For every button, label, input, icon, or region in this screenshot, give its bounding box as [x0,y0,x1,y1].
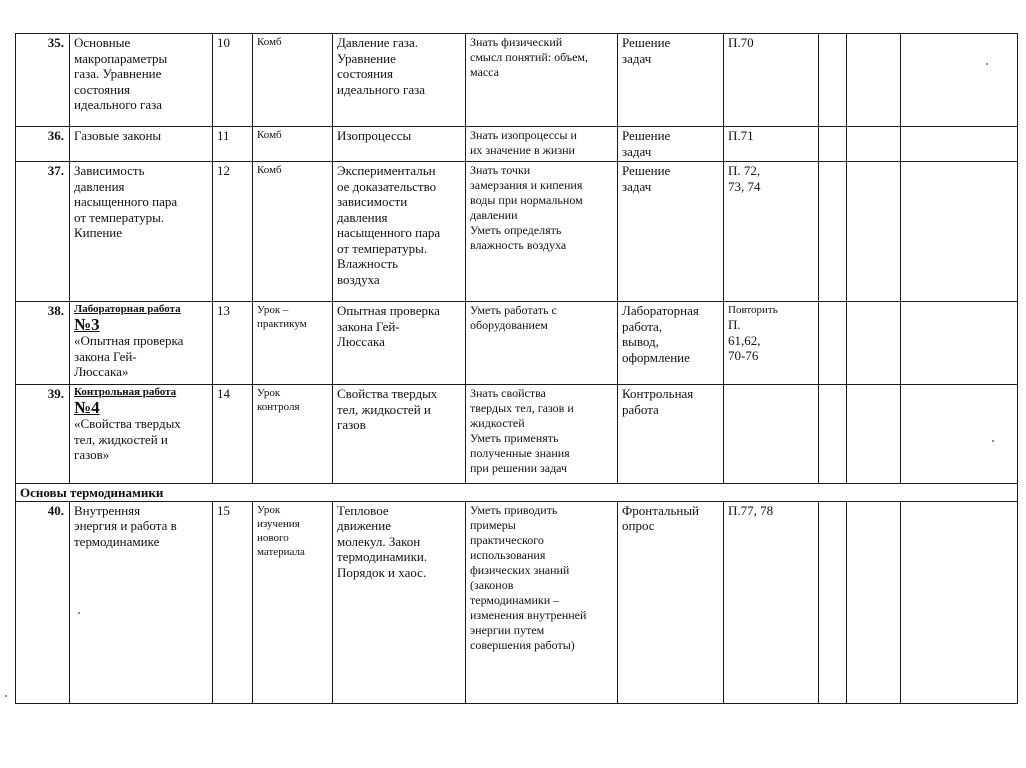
text-line: Основные [74,35,131,50]
text-line: термодинамики. [337,549,428,564]
text-line: газов» [74,447,110,462]
text-line: полученные знания [470,446,570,460]
text-line: Уравнение [337,50,396,66]
empty-cell [847,34,901,127]
text-line: энергии путем [470,622,545,637]
text-line: давления [74,178,125,194]
text-line: смысл понятий: объем, [470,50,589,64]
lesson-type-cell [253,34,333,127]
lesson-content [333,501,466,703]
text-line: вывод, [622,334,659,349]
text-line: Фронтальный [622,502,700,518]
text-line: П. [728,317,741,332]
scan-speck [992,440,994,442]
text-line: Опытная проверка [337,303,440,318]
text-line: при решении задач [470,461,568,475]
text-line: 61,62, [728,332,761,348]
text-line: опрос [622,518,655,533]
text-line: 70-76 [728,348,759,363]
scan-speck [78,612,80,614]
text-line: тел, жидкостей и [337,401,431,417]
text-line: Кипение [74,225,123,240]
text-line: Уметь применять [470,431,559,445]
lesson-type-cell [253,162,333,302]
text-line: Внутренняя [74,502,141,518]
requirements [466,127,618,162]
text-line: газа. Уравнение [74,66,162,81]
requirements [466,34,618,127]
lesson-number: 39. [16,385,70,484]
text-line: замерзания и кипения [470,178,583,192]
lesson-type-cell [253,302,333,385]
text-line: Свойства твердых [337,386,438,401]
text-line: Урок [257,387,281,399]
table-row [16,302,1018,385]
lesson-content [333,34,466,127]
text-line: их значение в жизни [470,143,575,157]
text-line: примеры [470,517,516,532]
text-line: Газовые законы [74,128,162,143]
empty-cell [819,302,847,385]
text-line: Знать свойства [470,386,546,400]
text-line: использования [470,547,546,562]
text-line: совершения работы) [470,637,575,652]
text-line: насыщенного пара [74,194,178,209]
work-number: №4 [74,398,100,417]
control-form [618,501,724,703]
text-line: зависимости [337,194,408,209]
lesson-type: Комб [257,129,282,141]
table-row [16,34,1018,127]
text-line: задач [622,50,652,66]
text-line: оформление [622,349,690,365]
lesson-topic [70,34,213,127]
lesson-topic [70,127,213,162]
homework-head: Повторить [728,304,778,316]
text-line: П.77, 78 [728,502,774,518]
homework [724,34,819,127]
lesson-topic [70,501,213,703]
empty-cell [901,162,1018,302]
lesson-number: 35. [16,34,70,127]
text-line: состояния [74,81,130,97]
text-line: Порядок и хаос. [337,564,427,580]
table-row [16,127,1018,162]
text-line: воздуха [337,271,380,287]
text-line: Давление газа. [337,35,419,50]
text-line: давлении [470,208,518,222]
text-line: контроля [257,401,300,413]
work-title: Лабораторная работа [74,303,181,315]
lesson-hour: 12 [213,162,253,302]
control-form [618,162,724,302]
empty-cell [847,162,901,302]
requirements [466,501,618,703]
text-line: П.70 [728,35,754,50]
lesson-type: Комб [257,164,282,176]
lesson-content [333,162,466,302]
text-line: идеального газа [74,97,163,112]
text-line: нового [257,531,289,544]
homework [724,302,819,385]
text-line: Лабораторная [622,303,699,318]
control-form [618,34,724,127]
text-line: Люссака» [74,364,129,379]
homework [724,501,819,703]
text-line: изменения внутренней [470,607,587,622]
text-line: масса [470,65,499,79]
text-line: Знать точки [470,163,531,177]
text-line: Экспериментальн [337,163,436,178]
text-line: Влажность [337,256,399,271]
homework [724,385,819,484]
text-line: физических знаний [470,562,570,577]
scan-speck [5,695,7,697]
lesson-plan-table [15,33,1018,704]
requirements [466,162,618,302]
text-line: состояния [337,66,393,81]
text-line: оборудованием [470,318,548,332]
control-form [618,302,724,385]
text-line: (законов [470,577,514,592]
text-line: Уметь приводить [470,502,558,517]
lesson-number: 40. [16,501,70,703]
text-line: тел, жидкостей и [74,431,168,447]
requirements [466,302,618,385]
text-line: твердых тел, газов и [470,401,574,415]
control-form [618,385,724,484]
section-title: Основы термодинамики [16,484,1018,502]
empty-cell [819,34,847,127]
text-line: насыщенного пара [337,225,441,240]
text-line: закона Гей- [74,348,137,364]
text-line: газов [337,417,366,432]
text-line: от температуры. [74,209,165,225]
control-form [618,127,724,162]
lesson-type: Комб [257,36,282,48]
text-line: Решение [622,128,671,143]
lesson-type-cell [253,385,333,484]
empty-cell [847,501,901,703]
text-line: Тепловое [337,502,389,518]
text-line: Решение [622,163,671,178]
text-line: задач [622,178,652,194]
text-line: практического [470,532,544,547]
text-line: давления [337,209,388,225]
text-line: закона Гей- [337,318,400,334]
text-line: макропараметры [74,50,168,66]
lesson-number: 36. [16,127,70,162]
text-line: практикум [257,318,307,330]
lesson-content [333,302,466,385]
empty-cell [847,127,901,162]
text-line: работа [622,401,659,417]
empty-cell [819,127,847,162]
text-line: от температуры. [337,240,428,256]
text-line: термодинамике [74,533,160,549]
text-line: идеального газа [337,81,426,97]
lesson-topic [70,385,213,484]
table-row [16,385,1018,484]
homework [724,127,819,162]
lesson-content [333,127,466,162]
text-line: влажность воздуха [470,238,567,252]
text-line: задач [622,143,652,159]
text-line: энергия и работа в [74,518,177,533]
text-line: движение [337,518,391,533]
text-line: Решение [622,35,671,50]
text-line: Урок [257,503,281,516]
text-line: Урок – [257,304,289,316]
lesson-number: 38. [16,302,70,385]
empty-cell [901,302,1018,385]
text-line: Зависимость [74,163,145,178]
lesson-hour: 14 [213,385,253,484]
scan-speck [986,63,988,65]
lesson-topic [70,162,213,302]
empty-cell [819,385,847,484]
text-line: Уметь работать с [470,303,557,317]
work-title: Контрольная работа [74,386,177,398]
text-line: Люссака [337,334,385,349]
empty-cell [847,385,901,484]
lesson-topic [70,302,213,385]
text-line: изучения [257,517,300,530]
empty-cell [901,34,1018,127]
text-line: П.71 [728,128,754,143]
empty-cell [819,501,847,703]
lesson-type-cell [253,501,333,703]
lesson-hour: 11 [213,127,253,162]
text-line: материала [257,545,305,558]
lesson-type-cell [253,127,333,162]
text-line: ое доказательство [337,178,437,194]
table-row [16,501,1018,703]
lesson-hour: 10 [213,34,253,127]
text-line: Знать изопроцессы и [470,128,577,142]
empty-cell [901,127,1018,162]
lesson-hour: 13 [213,302,253,385]
empty-cell [819,162,847,302]
text-line: 73, 74 [728,178,761,194]
lesson-content [333,385,466,484]
table-row [16,162,1018,302]
text-line: воды при нормальном [470,193,583,207]
text-line: Знать физический [470,35,563,49]
section-row [16,484,1018,502]
lesson-hour: 15 [213,501,253,703]
text-line: термодинамики – [470,592,560,607]
text-line: «Свойства твердых [74,416,181,431]
homework [724,162,819,302]
empty-cell [901,501,1018,703]
text-line: Изопроцессы [337,128,412,143]
empty-cell [901,385,1018,484]
text-line: молекул. Закон [337,533,421,549]
text-line: П. 72, [728,163,761,178]
text-line: работа, [622,318,663,334]
text-line: жидкостей [470,416,525,430]
text-line: «Опытная проверка [74,333,184,348]
text-line: Контрольная [622,386,694,401]
lesson-number: 37. [16,162,70,302]
text-line: Уметь определять [470,223,562,237]
requirements [466,385,618,484]
empty-cell [847,302,901,385]
work-number: №3 [74,315,100,334]
